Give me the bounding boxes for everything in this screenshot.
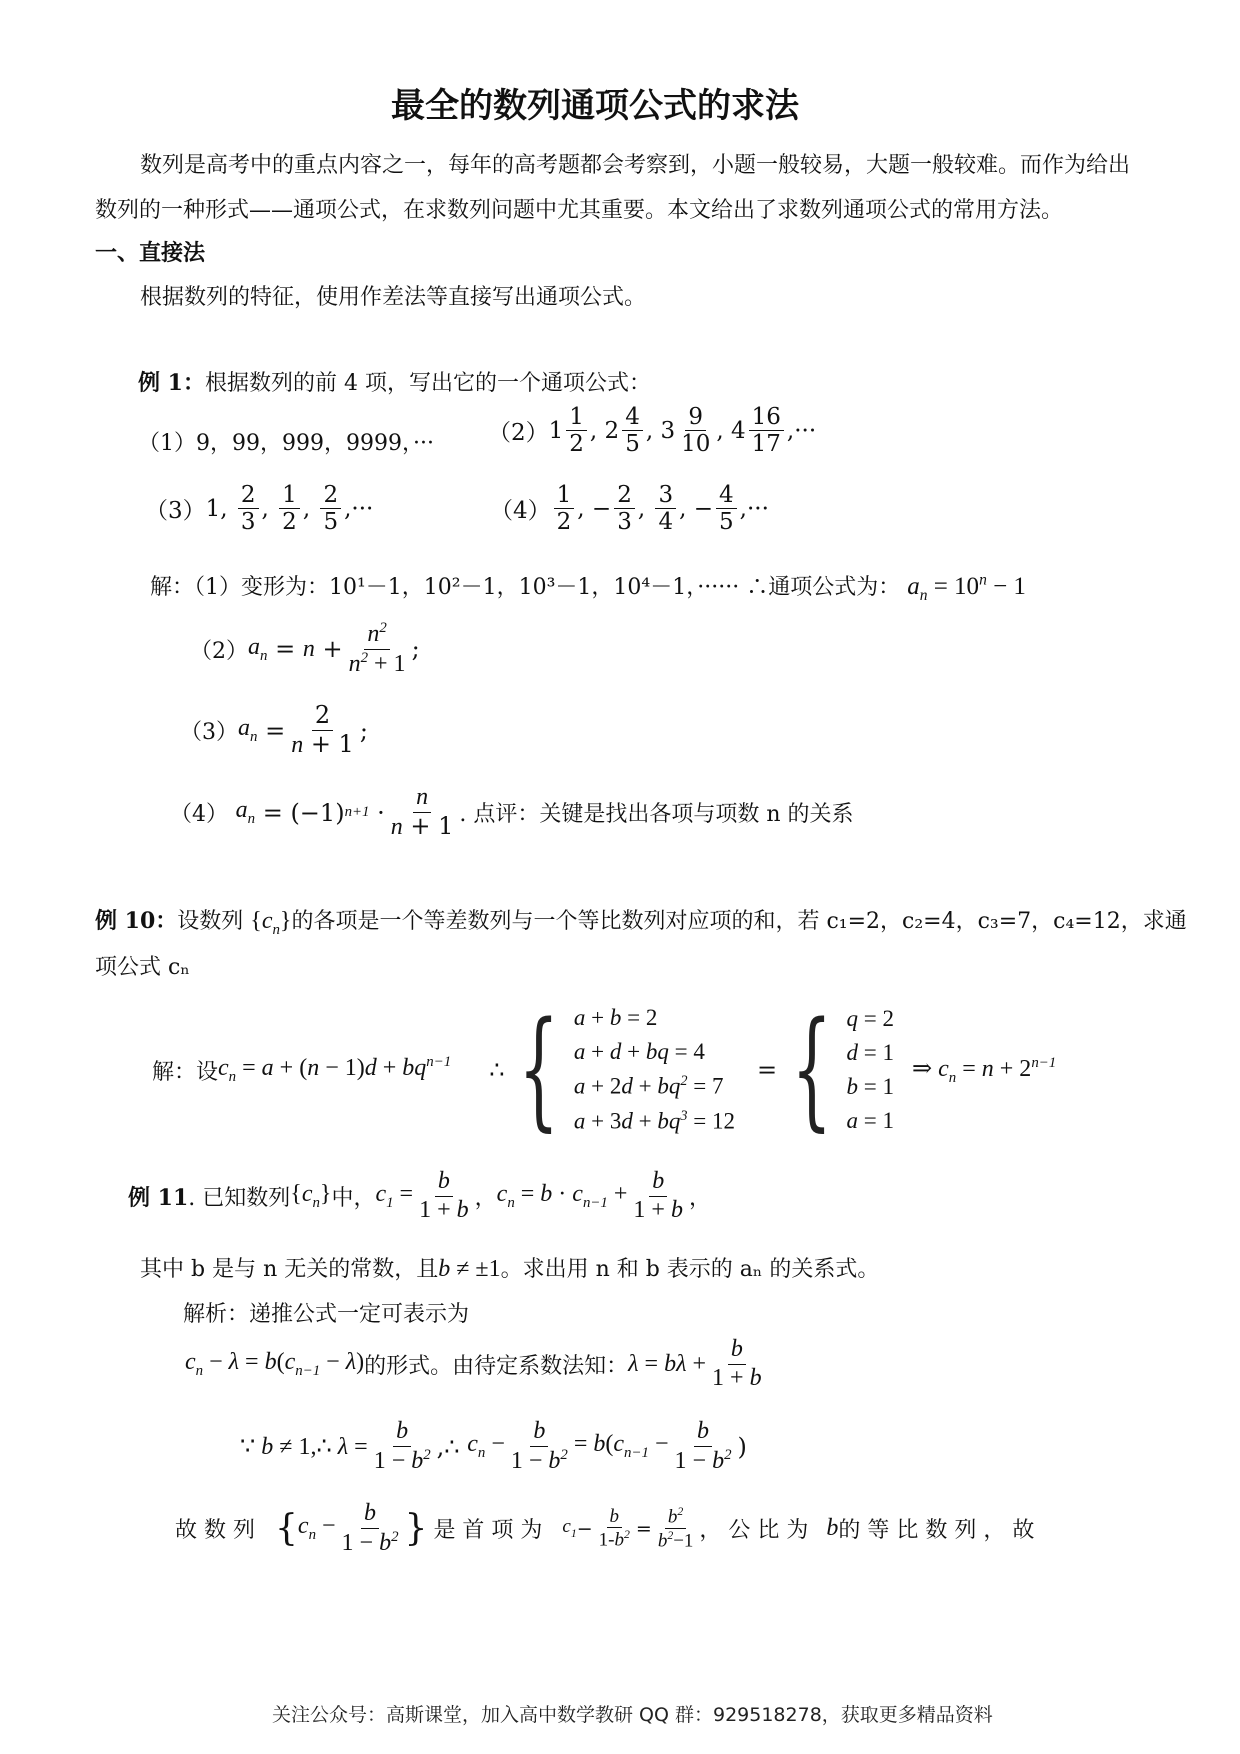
section-heading: 一、直接法 <box>95 240 206 266</box>
problem-1: （1）9，99，999，9999，··· <box>138 431 434 456</box>
example-10-line-2: 项公式 cₙ <box>95 955 190 980</box>
problem-3: （3） 1, $\frac{2}{3}$ , $\frac{1}{2}$ , $\frac{2}{5}$ ,··· <box>145 482 374 536</box>
problem-2: （2） 1 $\frac{1}{2}$ , 2 $\frac{4}{5}$ , 3 $\frac{9}{10}$ , 4 $\frac{16}{17}$ ,··· <box>488 404 817 458</box>
intro-line-1: 数列是高考中的重点内容之一，每年的高考题都会考察到，小题一般较易，大题一般较难。而作为给出 <box>140 153 1131 178</box>
page-title: 最全的数列通项公式的求法 <box>391 86 799 126</box>
equation-system-left: { a + b = 2 a + d + bq = 4 $a + 2d + bq^2 = 7$ $a + 3d + bq^3 = 12$ <box>518 995 735 1144</box>
analysis-intro: 解析：递推公式一定可表示为 <box>183 1302 470 1327</box>
problem-4: （4） $\frac{1}{2}$ , − $\frac{2}{3}$ , $\frac{3}{4}$ , − $\frac{4}{5}$ ,··· <box>490 482 769 536</box>
solution-4-comment: . 点评：关键是找出各项与项数 n 的关系 <box>459 802 854 828</box>
example-10-label: 例 10： <box>95 908 178 934</box>
analysis-conclusion: 故 数 列 { $c_n$ − $\frac{b}{1 - b^2}$ } 是 首 项 为 $c_1$ − $\frac{b}{1-b^2}$ = $\frac{b^2}{b^2-1}$ ， 公 比 为 b 的 等 比 数 列 ， 故 <box>175 1500 1035 1556</box>
analysis-lambda: ∵ b ≠ 1,∴ λ = $\frac{b}{1 - b^2}$ ,∴ $c_n$ − $\frac{b}{1 - b^2}$ = $b(c_{n-1}$ − $\frac{b}{1 - b^2}$ ) <box>240 1418 747 1474</box>
solution-3: （3） $a_n$ = $\frac{2}{n + 1}$ ; <box>180 701 368 758</box>
solution-10: 解：设 $c_n = a + (n - 1)d + bq^{n-1}$ ∴ { a + b = 2 a + d + bq = 4 $a + 2d + bq^2 = 7$ $a + 3d + bq^3 = 12$ = { q = 2 d = 1 b = 1 a = 1 ⇒ $c_n = n + 2^{n-1}$ <box>152 995 1057 1144</box>
example-11-line-2: 其中 b 是与 n 无关的常数，且b ≠ ±1。求出用 n 和 b 表示的 aₙ 的关系式。 <box>140 1256 880 1282</box>
equation-system-right: { q = 2 d = 1 b = 1 a = 1 <box>791 995 895 1144</box>
example-11-label: 例 11 <box>128 1184 189 1211</box>
example-10-line-1: 例 10：设数列 $\{c_n\}$的各项是一个等差数列与一个等比数列对应项的和，若 c₁=2，c₂=4，c₃=7，c₄=12，求通 <box>95 908 1187 938</box>
section-desc: 根据数列的特征，使用作差法等直接写出通项公式。 <box>140 285 647 310</box>
solution-1: 解：（1）变形为：10¹－1，10²－1，10³－1，10⁴－1，······ ∴通项公式为： $a_n = 10^n - 1$ <box>150 571 1026 604</box>
footer-note: 关注公众号：高斯课堂，加入高中数学教研 QQ 群：929518278，获取更多精品资料 <box>272 1704 993 1726</box>
solution-2: （2） $a_n$ = n + $\frac{n^2}{n^2 + 1}$ ; <box>190 620 420 677</box>
solution-4: （4） $a_n$ = (−1) n+1 · $\frac{n}{n + 1}$ . 点评：关键是找出各项与项数 n 的关系 <box>170 784 854 840</box>
analysis-form: $c_n - \lambda = b(c_{n-1} - \lambda)$ 的形式。由待定系数法知： λ = bλ + $\frac{b}{1 + b}$ <box>185 1336 762 1391</box>
intro-line-2: 数列的一种形式——通项公式，在求数列问题中尤其重要。本文给出了求数列通项公式的常用方法。 <box>95 198 1064 223</box>
example-11-line-1: 例 11 . 已知数列 $\{c_n\}$ 中， $c_1$ = $\frac{b}{1 + b}$ ， $c_n = b \cdot c_{n-1}$ + $\frac{b}{1 + b}$ ， <box>128 1168 711 1223</box>
example-1-label: 例 1： <box>138 370 205 396</box>
example-1-text: 根据数列的前 4 项，写出它的一个通项公式： <box>204 371 651 396</box>
example-1-header <box>138 366 651 397</box>
